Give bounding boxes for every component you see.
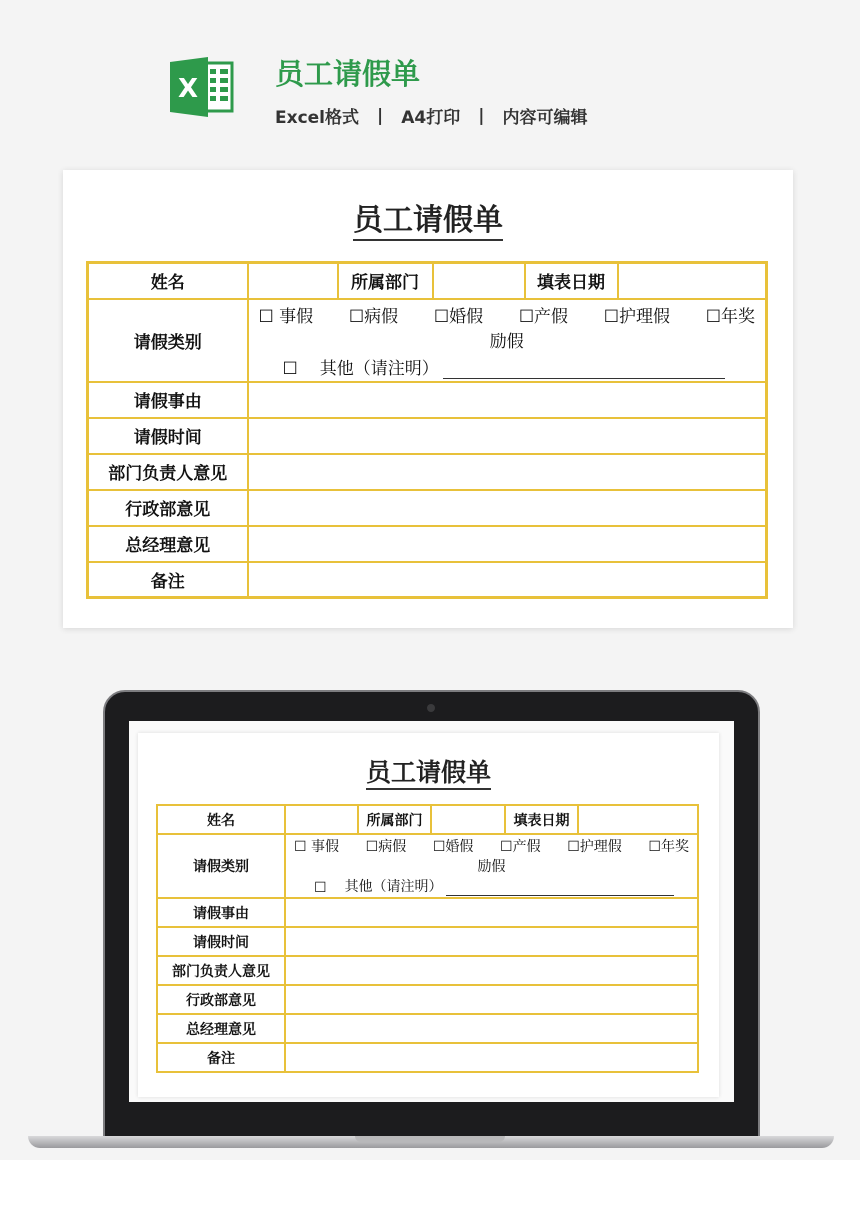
- date-label: 填表日期: [505, 805, 578, 834]
- svg-text:X: X: [177, 74, 199, 104]
- header-title: 员工请假单: [275, 57, 421, 91]
- remarks-cell[interactable]: [248, 562, 767, 598]
- leave-form-table: [156, 804, 699, 1073]
- excel-icon: [170, 57, 234, 117]
- admin-opinion-label: 行政部意见: [157, 985, 285, 1014]
- name-label: 姓名: [88, 263, 248, 299]
- option-nursing-leave[interactable]: ☐护理假: [567, 839, 622, 855]
- option-reward-leave-wrap: 励假: [477, 859, 506, 875]
- leave-form-table: [86, 261, 768, 599]
- option-marriage-leave[interactable]: ☐婚假: [433, 306, 484, 327]
- option-personal-leave[interactable]: ☐ 事假: [294, 839, 340, 855]
- option-sick-leave[interactable]: ☐病假: [365, 839, 407, 855]
- other-label: 其他（请注明）: [319, 358, 439, 379]
- form-title: 员工请假单: [138, 753, 719, 789]
- time-label: 请假时间: [157, 927, 285, 956]
- gm-opinion-cell[interactable]: [248, 526, 767, 562]
- remarks-cell[interactable]: [285, 1043, 698, 1072]
- reason-value-cell[interactable]: [285, 898, 698, 927]
- admin-opinion-cell[interactable]: [248, 490, 767, 526]
- meta-separator: |: [478, 105, 485, 126]
- name-value-cell[interactable]: [285, 805, 358, 834]
- gm-opinion-label: 总经理意见: [88, 526, 248, 562]
- meta-separator: |: [377, 105, 384, 126]
- name-label: 姓名: [157, 805, 285, 834]
- leave-type-label: 请假类别: [88, 299, 248, 382]
- other-fill-line[interactable]: [443, 378, 725, 379]
- dept-label: 所属部门: [358, 805, 431, 834]
- other-fill-line[interactable]: [446, 895, 674, 896]
- dept-head-opinion-cell[interactable]: [248, 454, 767, 490]
- reason-label: 请假事由: [157, 898, 285, 927]
- time-label: 请假时间: [88, 418, 248, 454]
- other-checkbox[interactable]: ☐: [282, 358, 298, 379]
- header-meta: [275, 103, 587, 128]
- time-value-cell[interactable]: [248, 418, 767, 454]
- option-marriage-leave[interactable]: ☐婚假: [432, 839, 474, 855]
- option-nursing-leave[interactable]: ☐护理假: [603, 306, 671, 327]
- option-sick-leave[interactable]: ☐病假: [348, 306, 399, 327]
- other-label: 其他（请注明）: [344, 879, 443, 895]
- dept-value-cell[interactable]: [431, 805, 505, 834]
- camera-icon: [427, 704, 435, 712]
- time-value-cell[interactable]: [285, 927, 698, 956]
- option-reward-leave-wrap: 励假: [489, 331, 524, 352]
- date-value-cell[interactable]: [578, 805, 698, 834]
- dept-head-opinion-cell[interactable]: [285, 956, 698, 985]
- admin-opinion-label: 行政部意见: [88, 490, 248, 526]
- option-personal-leave[interactable]: ☐ 事假: [258, 306, 314, 327]
- meta-print: A4打印: [401, 108, 461, 128]
- product-header: [0, 0, 860, 150]
- name-value-cell[interactable]: [248, 263, 338, 299]
- meta-editable: 内容可编辑: [502, 108, 588, 128]
- admin-opinion-cell[interactable]: [285, 985, 698, 1014]
- reason-label: 请假事由: [88, 382, 248, 418]
- form-preview-sheet: [63, 170, 793, 628]
- option-reward-leave[interactable]: ☐年奖: [648, 839, 689, 855]
- leave-type-options: [285, 834, 698, 898]
- option-reward-leave[interactable]: ☐年奖: [705, 306, 755, 327]
- reason-value-cell[interactable]: [248, 382, 767, 418]
- other-checkbox[interactable]: ☐: [314, 880, 327, 896]
- dept-label: 所属部门: [338, 263, 433, 299]
- date-label: 填表日期: [525, 263, 618, 299]
- leave-type-options: [248, 299, 767, 382]
- bottom-background: [0, 1160, 860, 1219]
- laptop-form-preview: [138, 733, 719, 1097]
- dept-head-opinion-label: 部门负责人意见: [88, 454, 248, 490]
- dept-value-cell[interactable]: [433, 263, 525, 299]
- gm-opinion-label: 总经理意见: [157, 1014, 285, 1043]
- meta-format: Excel格式: [275, 108, 360, 128]
- option-maternity-leave[interactable]: ☐产假: [500, 839, 541, 855]
- remarks-label: 备注: [88, 562, 248, 598]
- leave-type-label: 请假类别: [157, 834, 285, 898]
- form-title: 员工请假单: [63, 195, 793, 239]
- date-value-cell[interactable]: [618, 263, 767, 299]
- remarks-label: 备注: [157, 1043, 285, 1072]
- gm-opinion-cell[interactable]: [285, 1014, 698, 1043]
- option-maternity-leave[interactable]: ☐产假: [518, 306, 569, 327]
- laptop-base-notch: [355, 1136, 505, 1142]
- dept-head-opinion-label: 部门负责人意见: [157, 956, 285, 985]
